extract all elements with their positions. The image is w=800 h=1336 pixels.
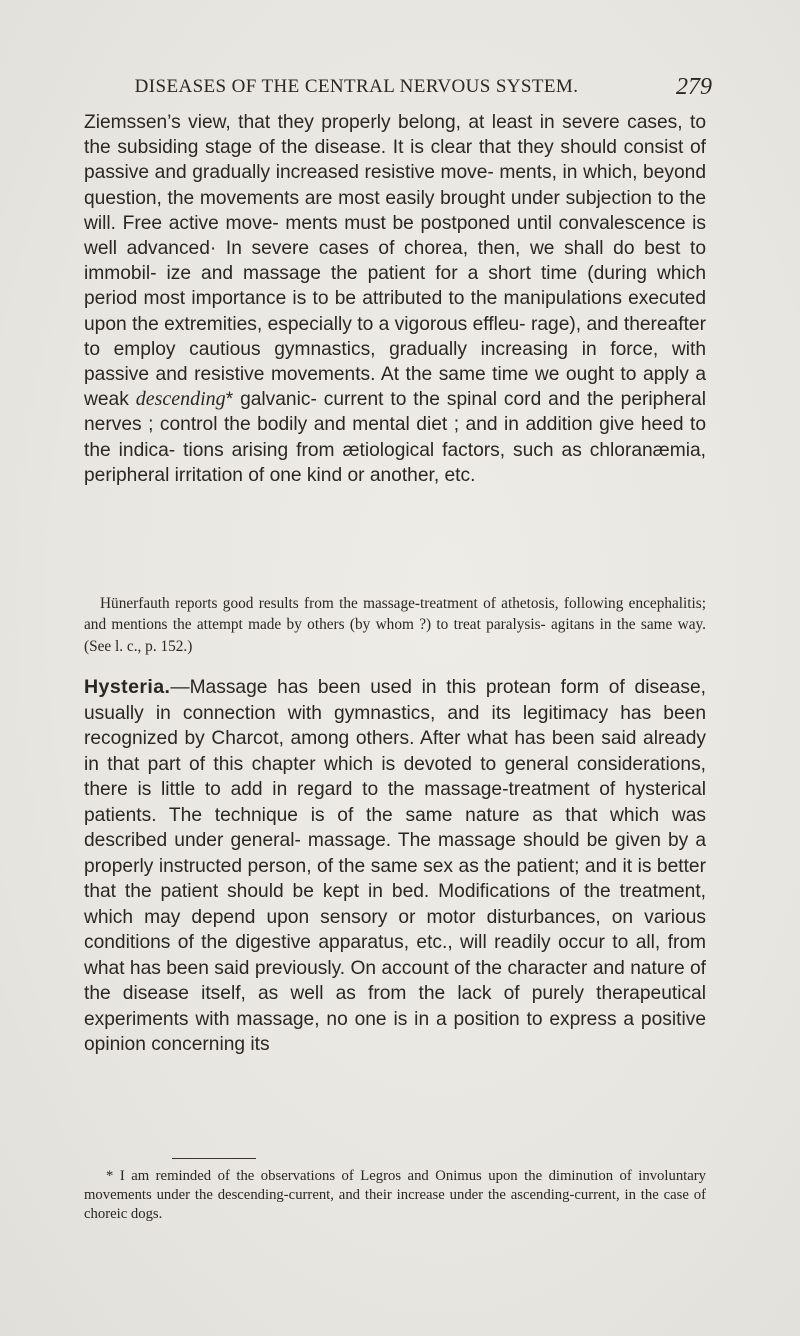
emphasis-descending: descending [135,388,226,411]
running-title: DISEASES OF THE CENTRAL NERVOUS SYSTEM. [134,76,579,97]
hysteria-section [84,675,706,1058]
running-head [84,76,720,106]
footnote-divider [172,1158,256,1159]
main-paragraph [84,110,706,488]
footnote [84,1167,706,1224]
huenerfauth-note: Hünerfauth reports good results from the massage-treatment of athetosis, following encephalitis; and mentions the attempt made by others (by whom ?) to treat paralysis- agitans in the same way. (See l. c., p. 152.) [84,595,706,655]
small-print-note [84,593,706,657]
page-number: 279 [676,74,712,100]
hysteria-text: —Massage has been used in this protean form of disease, usually in connection with gymnastics, and its legitimacy has been recognized by Charcot, among others. After what has been said already in that part of this chapter which is devoted to general considerations, there is little to add in regard to the massage-treatment of hysterical patients. The technique is of the same nature as that which was described under general- massage. The massage should be given by a properly instructed person, of the same sex as the patient; and it is better that the patient should be kept in bed. Modifications of the treatment, which may depend upon sensory or motor disturbances, on various conditions of the digestive apparatus, etc., will readily occur to all, from what has been said previously. On account of the character and nature of the disease itself, as well as from the lack of purely therapeutical experiments with massage, no one is in a position to express a positive opinion concerning its [84,677,706,1055]
section-heading-hysteria: Hysteria. [84,676,171,698]
chorea-text-end: * galvanic- current to the spinal cord and the peripheral nerves ; control the bodily and mental diet ; and in addition give heed to the indica- tions arising from ætiological factors, such as chloranæmia, peripheral irritation of one kind or another, etc. [84,389,706,486]
chorea-paragraph [84,110,706,488]
footnote-text: * I am reminded of the observations of Legros and Onimus upon the diminution of involuntary movements under the descending-current, and their increase under the ascending-current, in the case of choreic dogs. [84,1168,706,1222]
chorea-text-start: Ziemssen’s view, that they properly belong, at least in severe cases, to the subsiding stage of the disease. It is clear that they should consist of passive and gradually increased resistive move- ments, in which, beyond question, the movements are most easily brought under subjection to the will. Free active move- ments must be postponed until convalescence is well advanced· In severe cases of chorea, then, we shall do best to immobil- ize and massage the patient for a short time (during which period most importance is to be attributed to the manipulations executed upon the extremities, especially to a vigorous effleu- rage), and thereafter to employ cautious gymnastics, gradually increasing in force, with passive and resistive movements. At the same time we ought to apply a weak [84,112,706,411]
hysteria-paragraph [84,675,706,1058]
